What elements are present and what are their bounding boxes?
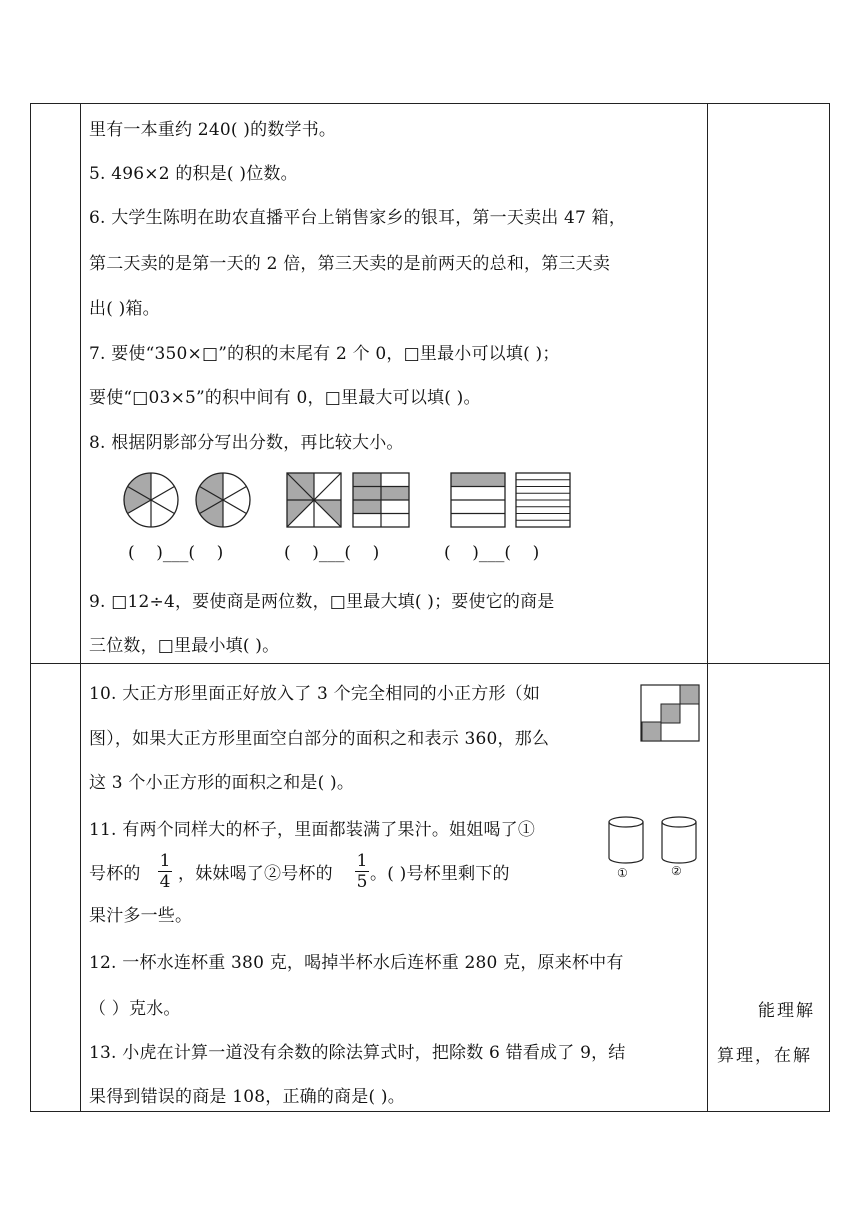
q8-answer-blank-1[interactable]: ( )___( ) xyxy=(128,543,224,563)
question-6-line-3: 出( )箱。 xyxy=(89,299,160,319)
question-9-line-1: 9. □12÷4，要使商是两位数，□里最大填( )；要使它的商是 xyxy=(89,592,555,612)
cup-2-label: ② xyxy=(671,864,684,878)
question-13-line-1: 13. 小虎在计算一道没有余数的除法算式时，把除数 6 错看成了 9，结 xyxy=(89,1043,626,1063)
circle-fraction-figure-1 xyxy=(123,472,179,528)
q8-answer-blank-2[interactable]: ( )___( ) xyxy=(284,543,380,563)
question-7-line-2: 要使“□03×5”的积中间有 0，□里最大可以填( )。 xyxy=(89,388,481,408)
square-fraction-figure-1 xyxy=(286,472,342,528)
fraction-denominator: 5 xyxy=(356,872,368,892)
question-8: 8. 根据阴影部分写出分数，再比较大小。 xyxy=(89,433,404,453)
question-10-line-3: 这 3 个小正方形的面积之和是( )。 xyxy=(89,773,355,793)
question-6-line-1: 6. 大学生陈明在助农直播平台上销售家乡的银耳，第一天卖出 47 箱， xyxy=(89,208,627,228)
cup-1-icon xyxy=(607,816,645,866)
objective-text-line-2: 算理，在解 xyxy=(717,1046,812,1066)
table-divider-2 xyxy=(707,103,708,1112)
question-9-line-2: 三位数，□里最小填( )。 xyxy=(89,636,280,656)
question-11-line-3: 果汁多一些。 xyxy=(89,906,193,926)
question-11-line-2-suffix: 。( )号杯里剩下的 xyxy=(370,864,510,884)
table-row-divider xyxy=(30,663,830,664)
fraction-one-fifth xyxy=(355,852,369,891)
question-12-line-2: （ ）克水。 xyxy=(89,999,181,1019)
square-fraction-figure-2 xyxy=(352,472,410,528)
question-13-line-2: 果得到错误的商是 108，正确的商是( )。 xyxy=(89,1087,405,1107)
question-12-line-1: 12. 一杯水连杯重 380 克，喝掉半杯水后连杯重 280 克，原来杯中有 xyxy=(89,953,624,973)
question-6-line-2: 第二天卖的是第一天的 2 倍，第三天卖的是前两天的总和，第三天卖 xyxy=(89,254,611,274)
q8-answer-blank-3[interactable]: ( )___( ) xyxy=(444,543,540,563)
big-square-with-small-squares-figure xyxy=(640,684,700,742)
objective-text-line-1: 能理解 xyxy=(758,1001,815,1021)
table-border-top xyxy=(30,103,830,104)
fraction-denominator: 4 xyxy=(159,872,171,892)
table-border-bottom xyxy=(30,1111,830,1112)
question-10-line-2: 图），如果大正方形里面空白部分的面积之和表示 360，那么 xyxy=(89,729,550,749)
circle-fraction-figure-2 xyxy=(195,472,251,528)
table-border-left xyxy=(30,103,31,1112)
question-4-continued: 里有一本重约 240( )的数学书。 xyxy=(89,120,337,140)
question-11-line-2-prefix: 号杯的 xyxy=(89,864,141,884)
stripe-fraction-figure-2 xyxy=(515,472,571,528)
question-5: 5. 496×2 的积是( )位数。 xyxy=(89,164,298,184)
fraction-one-quarter xyxy=(158,852,172,891)
cup-1-label: ① xyxy=(617,866,630,880)
table-border-right xyxy=(829,103,830,1112)
question-11-line-1: 11. 有两个同样大的杯子，里面都装满了果汁。姐姐喝了① xyxy=(89,820,536,840)
stripe-fraction-figure-1 xyxy=(450,472,506,528)
table-divider-1 xyxy=(80,103,81,1112)
question-7-line-1: 7. 要使“350×□”的积的末尾有 2 个 0，□里最小可以填( )； xyxy=(89,344,560,364)
fraction-numerator: 1 xyxy=(356,851,368,871)
question-11-line-2-mid: ，妹妹喝了②号杯的 xyxy=(178,864,333,884)
fraction-numerator: 1 xyxy=(159,851,171,871)
question-10-line-1: 10. 大正方形里面正好放入了 3 个完全相同的小正方形（如 xyxy=(89,684,541,704)
cup-2-icon xyxy=(660,816,698,866)
